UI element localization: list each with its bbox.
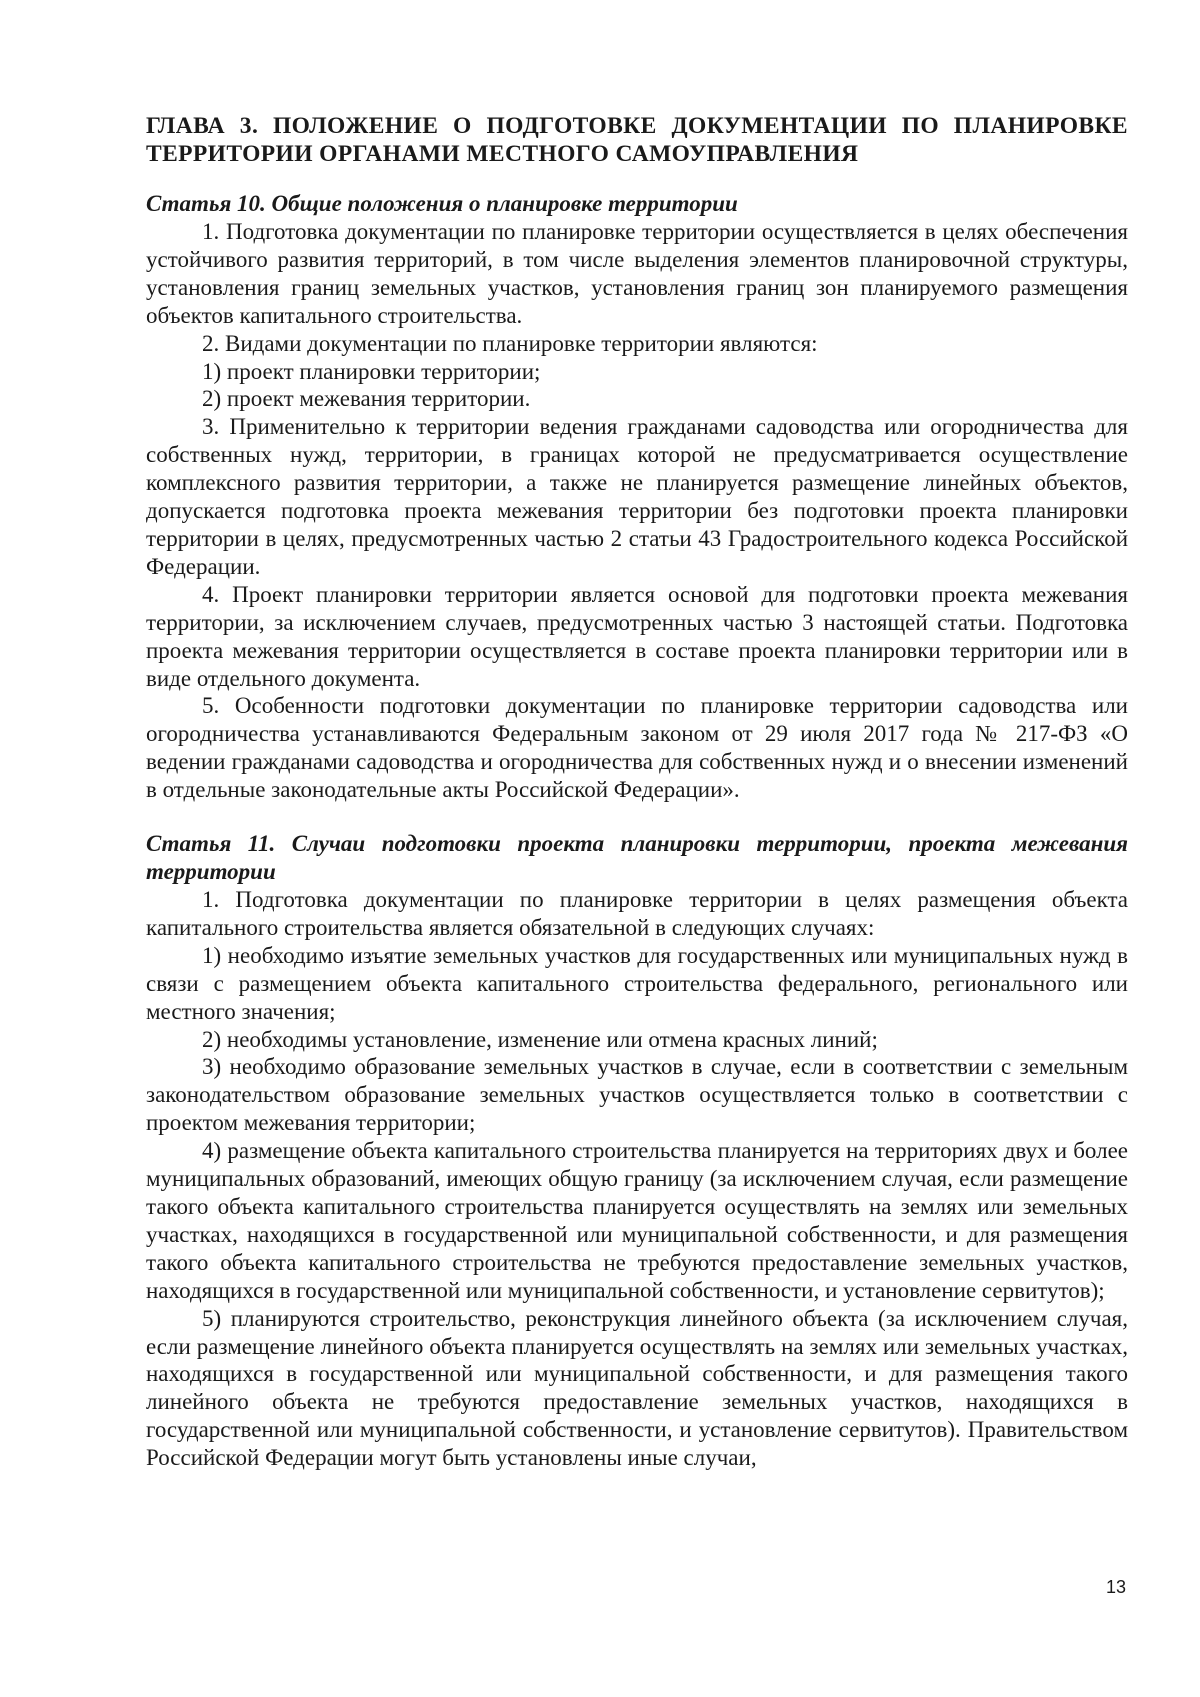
article-10 — [146, 190, 1128, 804]
section-gap — [146, 804, 1128, 830]
article-10-title: Статья 10. Общие положения о планировке территории — [146, 191, 738, 216]
article-11 — [146, 830, 1128, 1472]
article-10-paragraph-5: 5. Особенности подготовки документации по планировке территории садоводства или огородничества устанавливаются Федеральным законом от 29 июля 2017 года № 217-ФЗ «О ведении гражданами садоводства и огородничества для собственных нужд и о внесении изменений в отдельные законодательные акты Российской Федерации». — [146, 693, 1128, 803]
article-11-list-item-4: 4) размещение объекта капитального строительства планируется на территориях двух и более муниципальных образований, имеющих общую границу (за исключением случая, если размещение такого объекта капитального строительства планируется осуществлять на землях или земельных участках, находящихся в государственной или муниципальной собственности, и для размещения такого объекта капитального строительства не требуются предоставление земельных участков, находящихся в государственной или муниципальной собственности, и установление сервитутов); — [146, 1138, 1128, 1303]
article-11-paragraph-1: 1. Подготовка документации по планировке территории в целях размещения объекта капитального строительства является обязательной в следующих случаях: — [146, 887, 1128, 940]
article-11-list-item-3: 3) необходимо образование земельных участков в случае, если в соответствии с земельным законодательством образование земельных участков осуществляется только в соответствии с проектом межевания территории; — [146, 1054, 1128, 1136]
article-10-paragraph-3: 3. Применительно к территории ведения гражданами садоводства или огородничества для собственных нужд, территории, в границах которой не предусматривается осуществление комплексного развития территории, а также не планируется размещение линейных объектов, допускается подготовка проекта межевания территории без подготовки проекта планировки территории в целях, предусмотренных частью 2 статьи 43 Градостроительного кодекса Российской Федерации. — [146, 414, 1128, 579]
article-10-list-item-1: 1) проект планировки территории; — [202, 358, 541, 384]
article-10-paragraph-1: 1. Подготовка документации по планировке территории осуществляется в целях обеспечения устойчивого развития территорий, в том числе выделения элементов планировочной структуры, установления границ земельных участков, установления границ зон планируемого размещения объектов капитального строительства. — [146, 219, 1128, 328]
article-10-paragraph-4: 4. Проект планировки территории является основой для подготовки проекта межевания территории, за исключением случаев, предусмотренных частью 3 настоящей статьи. Подготовка проекта межевания территории осуществляется в составе проекта планировки территории или в виде отдельного документа. — [146, 581, 1128, 691]
article-11-title: Статья 11. Случаи подготовки проекта планировки территории, проекта межевания территории — [146, 831, 1128, 885]
article-11-list-item-1: 1) необходимо изъятие земельных участков для государственных или муниципальных нужд в связи с размещением объекта капитального строительства федерального, регионального или местного значения; — [146, 942, 1128, 1024]
article-10-paragraph-2: 2. Видами документации по планировке территории являются: — [202, 330, 818, 356]
article-11-list-item-5: 5) планируются строительство, реконструкция линейного объекта (за исключением случая, если размещение линейного объекта планируется осуществлять на землях или земельных участках, находящихся в государственной или муниципальной собственности, и для размещения такого линейного объекта не требуются предоставление земельных участков, находящихся в государственной или муниципальной собственности, и установление сервитутов). Правительством Российской Федерации могут быть установлены иные случаи, — [146, 1305, 1128, 1471]
article-11-list-item-2: 2) необходимы установление, изменение или отмена красных линий; — [202, 1026, 878, 1052]
article-10-list-item-2: 2) проект межевания территории. — [202, 386, 531, 412]
chapter-title: ГЛАВА 3. ПОЛОЖЕНИЕ О ПОДГОТОВКЕ ДОКУМЕНТАЦИИ ПО ПЛАНИРОВКЕ ТЕРРИТОРИИ ОРГАНАМИ МЕСТНОГО САМОУПРАВЛЕНИЯ — [146, 113, 1128, 167]
document-page — [146, 112, 1128, 1472]
page-number: 13 — [1105, 1577, 1126, 1597]
